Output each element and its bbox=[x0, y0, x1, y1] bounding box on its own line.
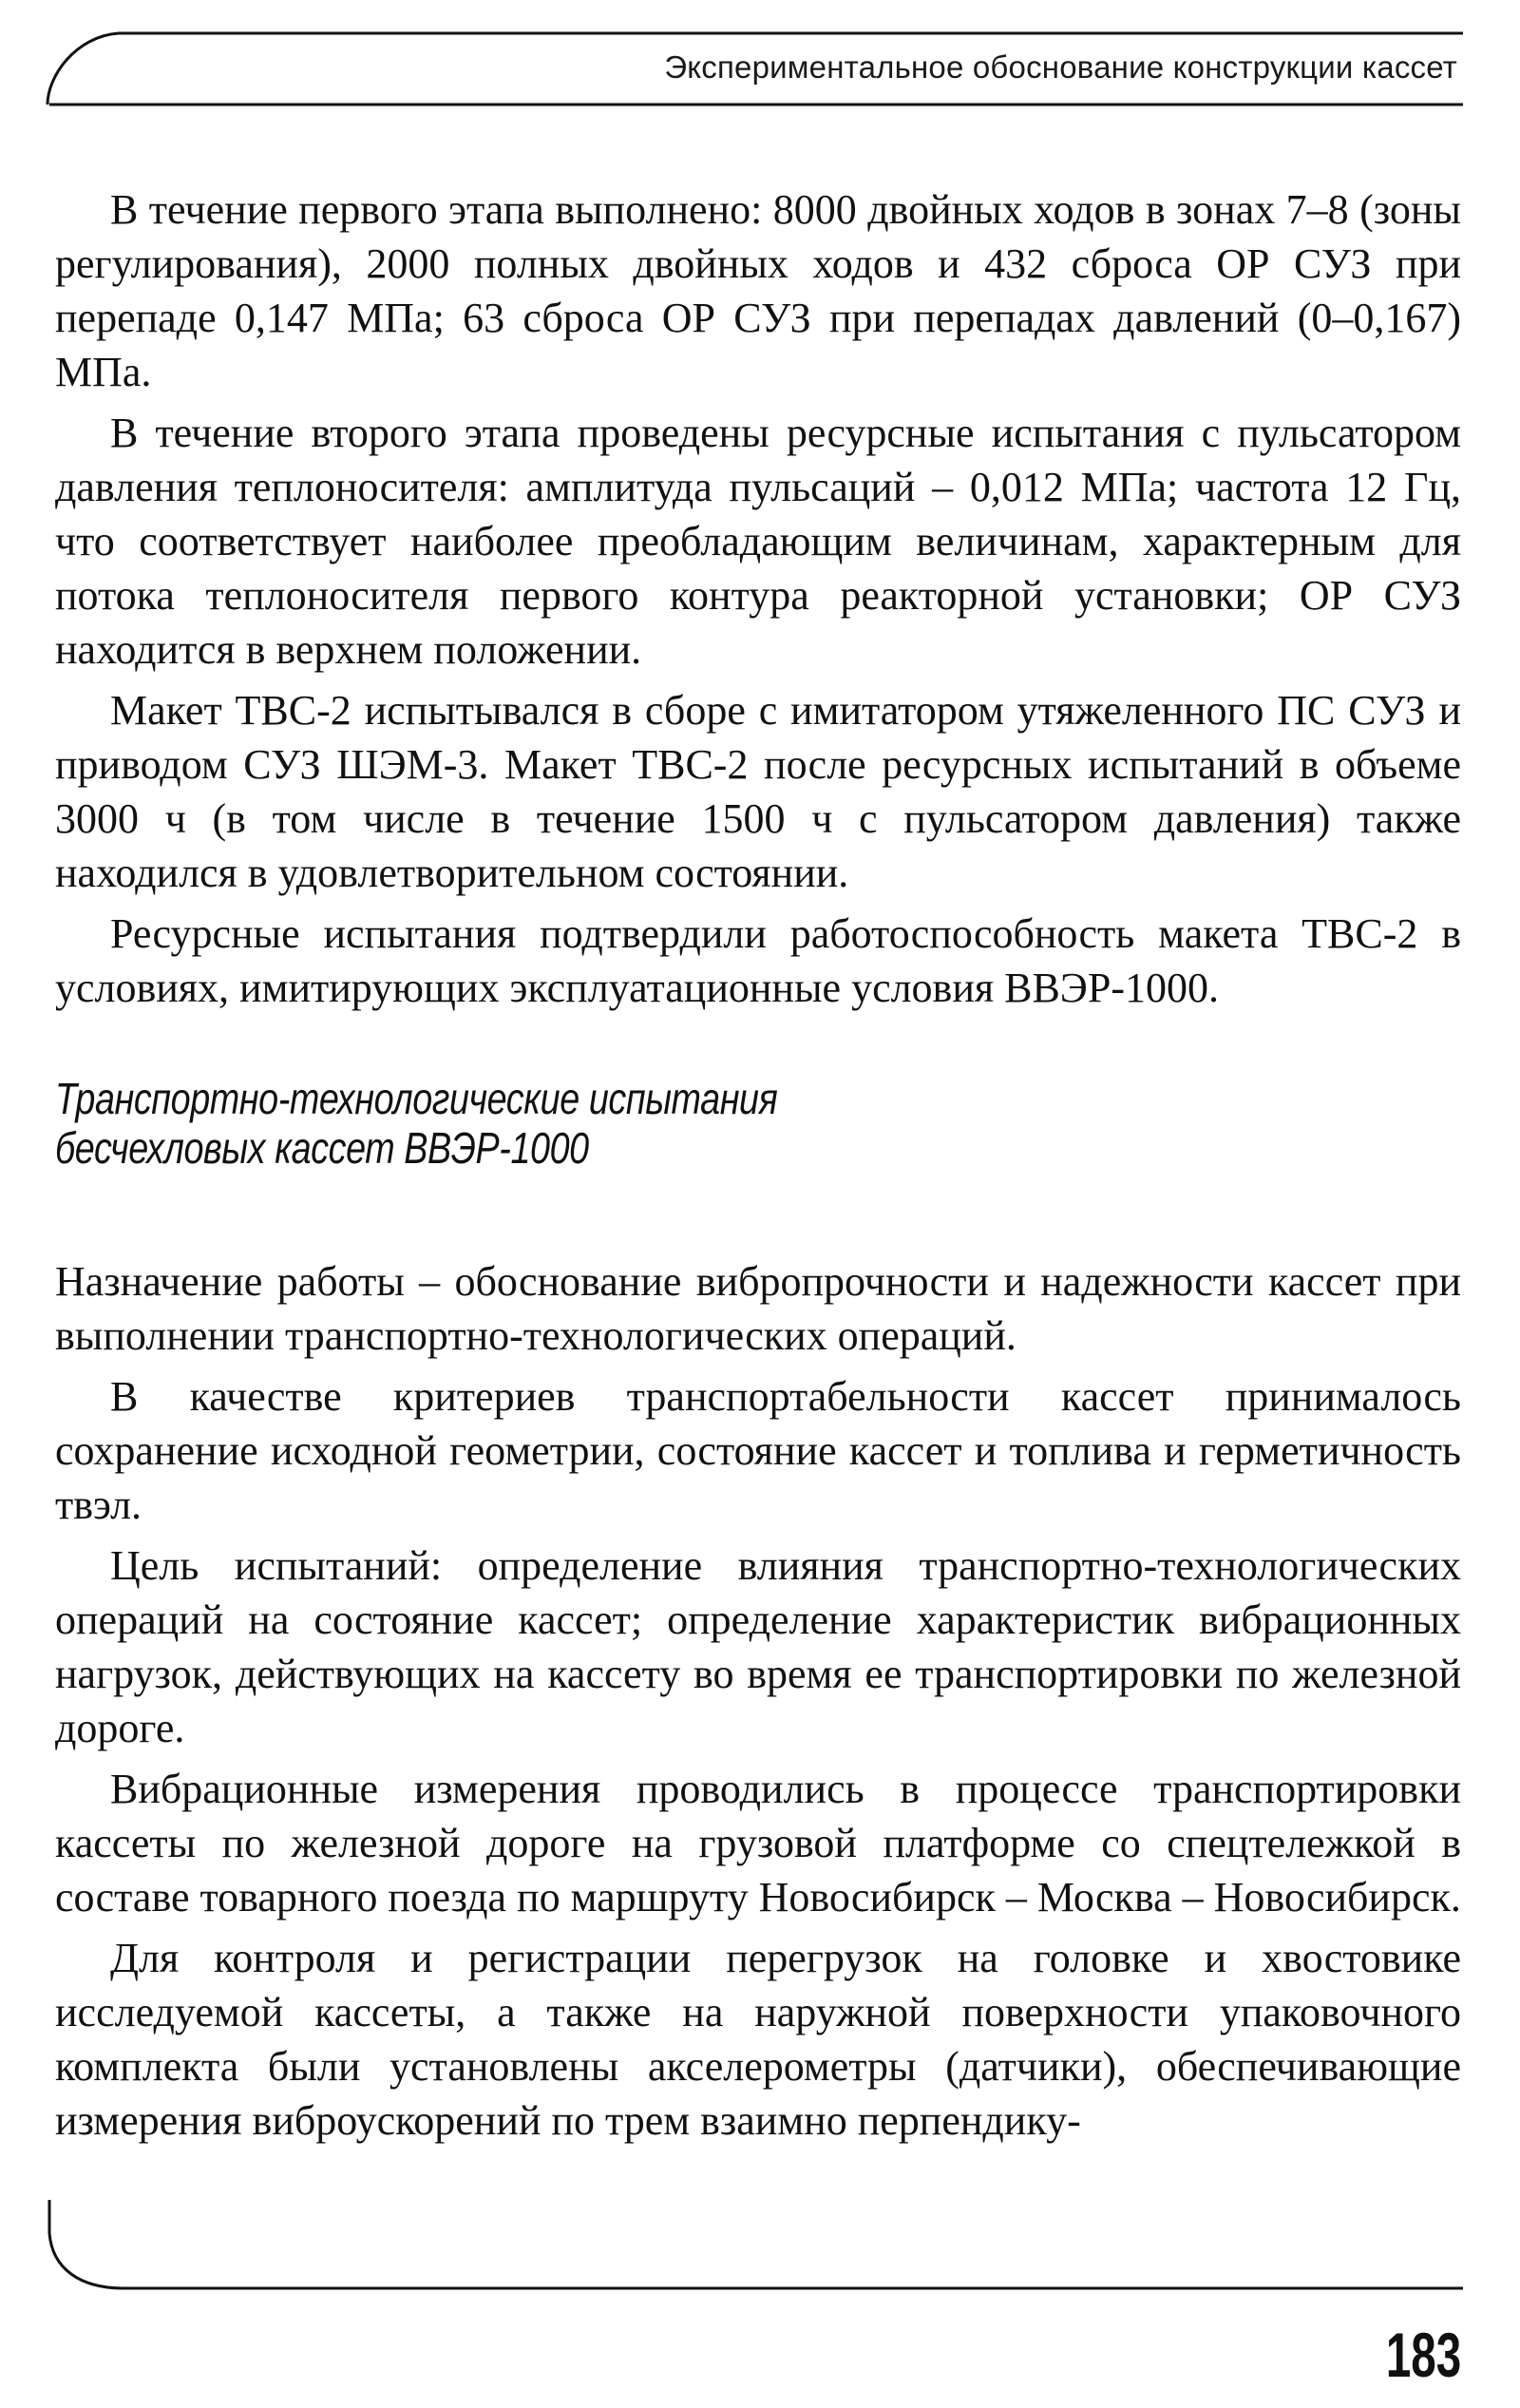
paragraph-vibration-measurements: Вибрационные измерения проводились в процессе транспортировки кассеты по железной дороге на грузовой платформе со спецтележкой в составе товарного поезда по маршруту Новосибирск – Москва – Новосибирск. bbox=[55, 1766, 1461, 1921]
section-heading bbox=[55, 1074, 975, 1173]
paragraph-purpose: Назначение работы – обоснование вибропрочности и надежности кассет при выполнении транспортно-технологических операций. bbox=[55, 1258, 1461, 1359]
footer-frame bbox=[0, 2195, 1520, 2300]
section-heading-line-1: Транспортно-технологические испытания bbox=[55, 1074, 778, 1123]
paragraph-accelerometers: Для контроля и регистрации перегрузок на головке и хвостовике исследуемой кассеты, а также на наружной поверхности упаковочного комплекта были установлены акселерометры (датчики), обеспечивающие измерения виброускорений по трем взаимно перпендику- bbox=[55, 1935, 1461, 2144]
page-body bbox=[55, 182, 1461, 2154]
page-number: 183 bbox=[1385, 2320, 1461, 2390]
paragraph-mockup-tvs2: Макет ТВС-2 испытывался в сборе с имитатором утяжеленного ПС СУЗ и приводом СУЗ ШЭМ-3. Макет ТВС-2 после ресурсных испытаний в объеме 3000 ч (в том числе в течение 1500 ч с пульсатором давления) также находился в удовлетворительном состоянии. bbox=[55, 687, 1461, 896]
paragraph-criteria: В качестве критериев транспортабельности кассет принималось сохранение исходной геометрии, состояние кассет и топлива и герметичность твэл. bbox=[55, 1373, 1461, 1528]
paragraph-stage-two: В течение второго этапа проведены ресурсные испытания с пульсатором давления теплоносителя: амплитуда пульсаций – 0,012 МПа; частота 12 Гц, что соответствует наиболее преобладающим величинам, характерным для потока теплоносителя первого контура реакторной установки; ОР СУЗ находится в верхнем положении. bbox=[55, 410, 1461, 673]
paragraph-stage-one: В течение первого этапа выполнено: 8000 двойных ходов в зонах 7–8 (зоны регулирования), 2000 полных двойных ходов и 432 сброса ОР СУЗ при перепаде 0,147 МПа; 63 сброса ОР СУЗ при перепадах давлений (0–0,167) МПа. bbox=[55, 186, 1461, 395]
running-header: Экспериментальное обоснование конструкции кассет bbox=[664, 49, 1457, 85]
paragraph-goal: Цель испытаний: определение влияния транспортно-технологических операций на состояние кассет; определение характеристик вибрационных нагрузок, действующих на кассету во время ее транспортировки по железной дороге. bbox=[55, 1542, 1461, 1751]
paragraph-resource-tests: Ресурсные испытания подтвердили работоспособность макета ТВС-2 в условиях, имитирующих эксплуатационные условия ВВЭР-1000. bbox=[55, 910, 1461, 1011]
footer-rule bbox=[49, 2200, 1463, 2288]
section-heading-line-2: бесчехловых кассет ВВЭР-1000 bbox=[55, 1123, 589, 1173]
